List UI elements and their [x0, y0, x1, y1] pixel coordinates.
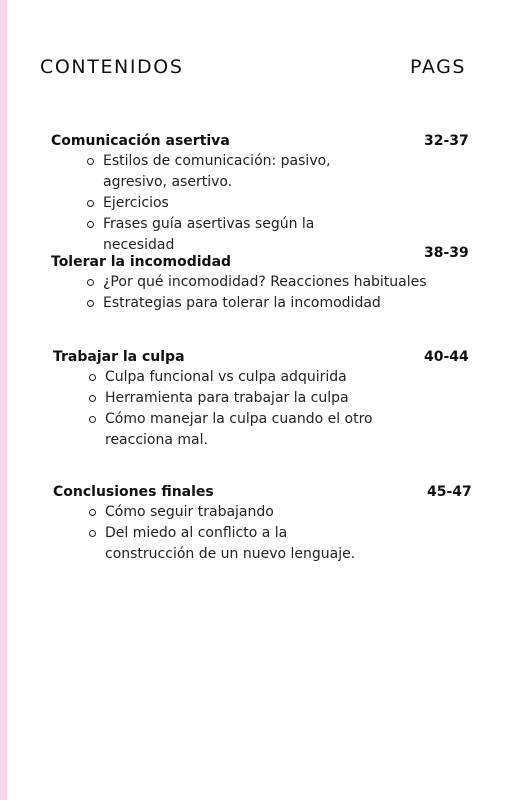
section-title-comunicacion: Comunicación asertiva: [51, 133, 230, 149]
list-item: Estrategias para tolerar la incomodidad: [87, 293, 427, 314]
section-list-comunicacion: [87, 151, 387, 256]
list-item: Herramienta para trabajar la culpa: [89, 388, 379, 409]
bullet-circle-icon: [89, 416, 96, 423]
list-item: ¿Por qué incomodidad? Reacciones habituales: [87, 272, 427, 293]
list-item: Estilos de comunicación: pasivo, agresivo, asertivo.: [87, 151, 387, 193]
section-title-conclusiones: Conclusiones finales: [53, 484, 214, 500]
section-list-culpa: [89, 367, 379, 451]
bullet-circle-icon: [89, 530, 96, 537]
section-pages-culpa: 40-44: [424, 349, 469, 365]
bullet-circle-icon: [87, 200, 94, 207]
section-title-culpa: Trabajar la culpa: [53, 349, 185, 365]
bullet-circle-icon: [89, 509, 96, 516]
section-list-tolerar: [87, 272, 427, 314]
list-item: Cómo manejar la culpa cuando el otro reacciona mal.: [89, 409, 379, 451]
list-item: Cómo seguir trabajando: [89, 502, 379, 523]
left-accent-bar: [0, 0, 7, 800]
section-list-conclusiones: [89, 502, 379, 565]
bullet-circle-icon: [87, 158, 94, 165]
section-pages-tolerar: 38-39: [424, 245, 469, 261]
pages-heading: PAGS: [410, 56, 467, 78]
section-pages-conclusiones: 45-47: [427, 484, 472, 500]
section-title-tolerar: Tolerar la incomodidad: [51, 254, 232, 270]
list-item: Frases guía asertivas según la necesidad: [87, 214, 387, 256]
list-item: Culpa funcional vs culpa adquirida: [89, 367, 379, 388]
bullet-circle-icon: [87, 300, 94, 307]
bullet-circle-icon: [87, 279, 94, 286]
list-item: Del miedo al conflicto a la construcción de un nuevo lenguaje.: [89, 523, 379, 565]
section-pages-comunicacion: 32-37: [424, 133, 469, 149]
bullet-circle-icon: [87, 221, 94, 228]
bullet-circle-icon: [89, 374, 96, 381]
list-item: Ejercicios: [87, 193, 387, 214]
bullet-circle-icon: [89, 395, 96, 402]
contents-heading: CONTENIDOS: [40, 56, 184, 78]
